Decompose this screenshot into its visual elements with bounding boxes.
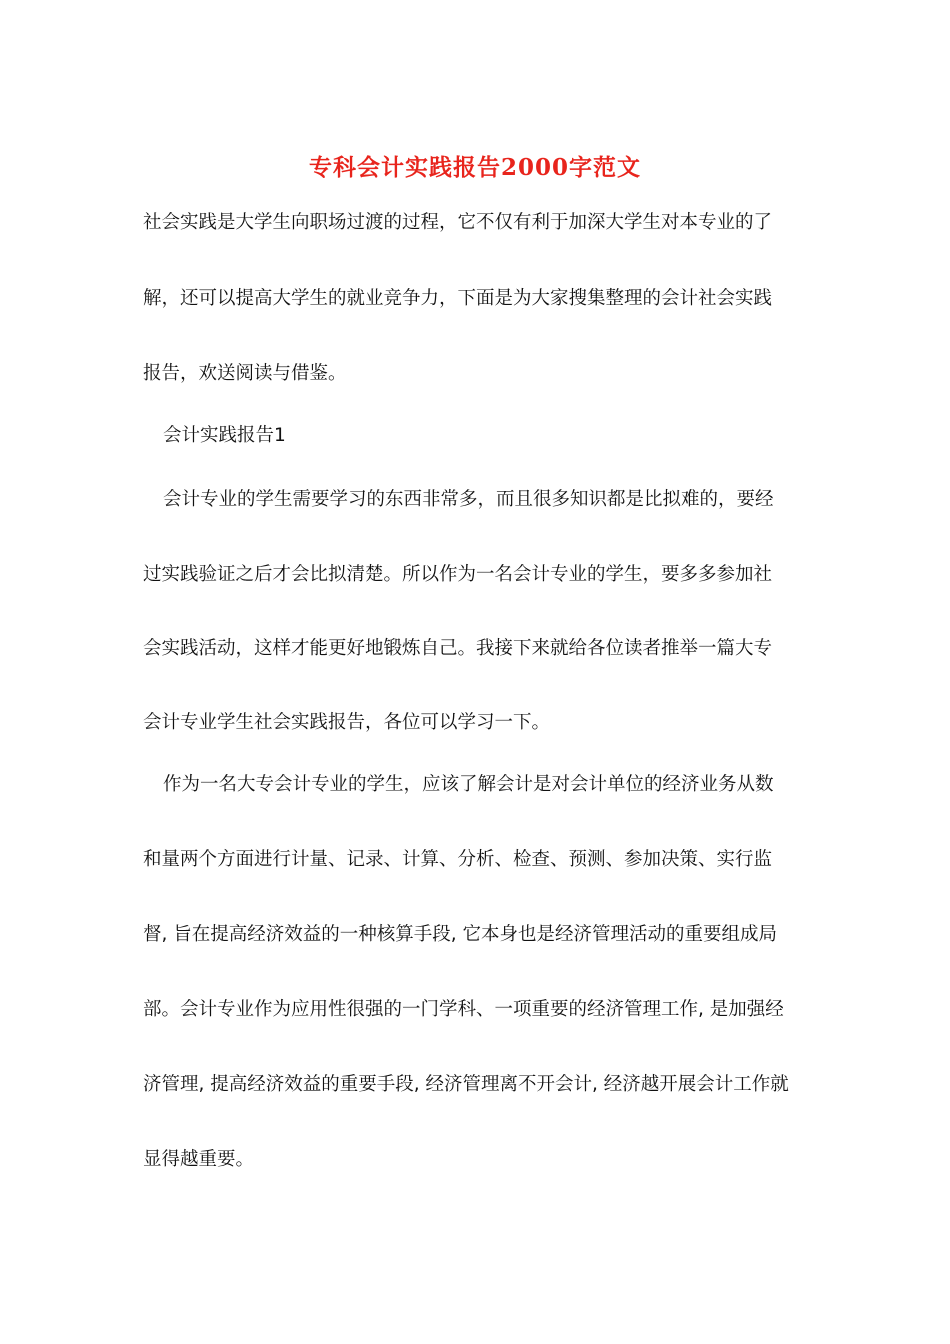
document-title: 专科会计实践报告2000字范文	[308, 154, 641, 181]
paragraph-line: 社会实践是大学生向职场过渡的过程，它不仅有利于加深大学生对本专业的了	[143, 212, 773, 233]
paragraph-line: 济管理, 提高经济效益的重要手段, 经济管理离不开会计, 经济越开展会计工作就	[143, 1074, 789, 1095]
paragraph-line: 会计专业的学生需要学习的东西非常多，而且很多知识都是比拟难的，要经	[163, 489, 774, 510]
paragraph-line: 和量两个方面进行计量、记录、计算、分析、检查、预测、参加决策、实行监	[143, 849, 773, 870]
section-heading: 会计实践报告1	[163, 425, 286, 446]
paragraph-line: 会实践活动，这样才能更好地锻炼自己。我接下来就给各位读者推举一篇大专	[143, 638, 773, 659]
paragraph-line: 督, 旨在提高经济效益的一种核算手段, 它本身也是经济管理活动的重要组成局	[143, 924, 778, 945]
paragraph-line: 报告，欢送阅读与借鉴。	[143, 363, 347, 384]
paragraph-line: 显得越重要。	[143, 1149, 255, 1170]
paragraph-line: 会计专业学生社会实践报告，各位可以学习一下。	[143, 712, 551, 733]
paragraph-line: 作为一名大专会计专业的学生，应该了解会计是对会计单位的经济业务从数	[163, 774, 774, 795]
paragraph-line: 过实践验证之后才会比拟清楚。所以作为一名会计专业的学生，要多多参加社	[143, 564, 773, 585]
paragraph-line: 部。会计专业作为应用性很强的一门学科、一项重要的经济管理工作, 是加强经	[143, 999, 784, 1020]
paragraph-line: 解，还可以提高大学生的就业竞争力，下面是为大家搜集整理的会计社会实践	[143, 288, 773, 309]
